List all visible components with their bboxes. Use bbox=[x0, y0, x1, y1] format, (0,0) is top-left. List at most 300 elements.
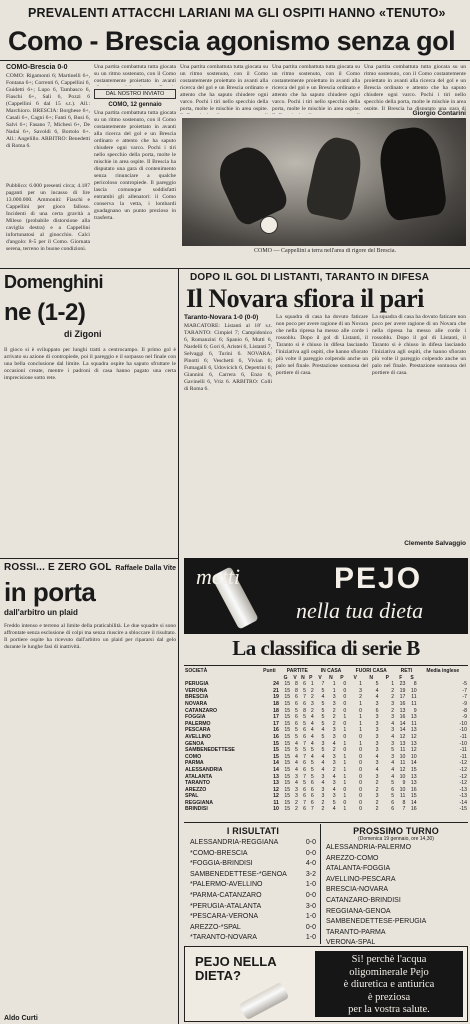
standings-cell: 0 bbox=[343, 720, 347, 727]
standings-cell: 15 bbox=[284, 760, 291, 767]
standings-cell: 2 bbox=[391, 687, 395, 694]
standings-cell: 3 bbox=[375, 714, 379, 721]
standings-cell: 1 bbox=[359, 727, 362, 734]
standings-cell: 2 bbox=[332, 714, 336, 721]
team-name: GENOA bbox=[185, 740, 205, 747]
standings-cell: 3 bbox=[321, 786, 325, 793]
standings-row bbox=[184, 714, 468, 721]
standings-cell: 5 bbox=[391, 780, 395, 787]
standings-cell: 13 bbox=[399, 740, 406, 747]
standings-cell: 5 bbox=[294, 707, 298, 714]
standings-cell: 15 bbox=[284, 799, 291, 806]
standings-cell: 6 bbox=[303, 700, 306, 707]
standings-cell: -7 bbox=[462, 687, 467, 694]
fixture-row: CATANZARO-BRINDISI bbox=[326, 896, 401, 904]
result-score: 4-0 bbox=[305, 860, 316, 868]
standings-cell: 2 bbox=[310, 707, 314, 714]
result-score: 3-2 bbox=[305, 870, 316, 878]
standings-cell: 2 bbox=[375, 780, 379, 787]
fixture-row: SAMBENEDETTESE-PERUGIA bbox=[326, 918, 427, 926]
ad-top-line2: nella tua dieta bbox=[296, 598, 424, 623]
standings-cell: 7 bbox=[303, 694, 306, 701]
result-row bbox=[190, 859, 316, 870]
sub-header: P bbox=[385, 674, 389, 681]
standings-cell: 2 bbox=[391, 707, 395, 714]
result-match: *PARMA-CATANZARO bbox=[190, 891, 262, 899]
standings-cell: 0 bbox=[359, 786, 362, 793]
standings-cell: 0 bbox=[343, 681, 347, 688]
standings-cell: 15 bbox=[284, 766, 291, 773]
standings-cell: 4 bbox=[310, 753, 314, 760]
standings-cell: 16 bbox=[399, 714, 406, 721]
standings-row bbox=[184, 760, 468, 767]
standings-cell: 5 bbox=[310, 773, 314, 780]
result-match: SAMBENEDETTESE-*GENOA bbox=[190, 870, 287, 878]
team-name: AREZZO bbox=[185, 786, 207, 793]
sub-header: F bbox=[399, 674, 403, 681]
standings-cell: 1 bbox=[343, 806, 347, 813]
standings-cell: 10 bbox=[399, 786, 406, 793]
fixture-row: AREZZO-COMO bbox=[326, 854, 379, 862]
standings-cell: 12 bbox=[273, 793, 279, 800]
result-score: 0-0 bbox=[305, 891, 316, 899]
main-headline: Como - Brescia agonismo senza gol bbox=[8, 26, 456, 56]
col-group-matches: PARTITE bbox=[286, 668, 308, 674]
standings-cell: 0 bbox=[359, 780, 362, 787]
standings-cell: 5 bbox=[310, 747, 314, 754]
team-name: PERUGIA bbox=[185, 681, 209, 688]
team-name: TARANTO bbox=[185, 780, 210, 787]
article-body-1: Una partita combattuta tutta giocata su un ritmo sostenuto, con il Como costantemente proiettato in avanti alla ricerca del gol e un Brescia ordinato e attento che ha saputo chiudere ogni varco. Pochi i tiri nello specchio della porta, molte le mischie in area ospite. Il Brescia ha disputato una gara di contenimento senza rinunciare a qualche pericoloso contropiede. Il pareggio lascia comunque soddisfatti entrambi gli allenatori: il Como conserva la vetta, i lombardi guadagnano un punto prezioso in trasferta. bbox=[94, 110, 176, 221]
standings-cell: 8 bbox=[303, 707, 306, 714]
standings-cell: 0 bbox=[343, 687, 347, 694]
standings-cell: -8 bbox=[462, 707, 467, 714]
standings-cell: -14 bbox=[459, 799, 467, 806]
standings-cell: 3 bbox=[391, 700, 395, 707]
standings-cell: 3 bbox=[294, 786, 298, 793]
standings-cell: 6 bbox=[391, 799, 395, 806]
standings-cell: 19 bbox=[273, 694, 279, 701]
standings-cell: 1 bbox=[359, 700, 362, 707]
standings-cell: 0 bbox=[359, 799, 362, 806]
standings-cell: 10 bbox=[410, 753, 417, 760]
standings-cell: 7 bbox=[321, 681, 325, 688]
novara-col1 bbox=[184, 314, 272, 552]
fixture-row: VERONA-SPAL bbox=[326, 939, 376, 947]
standings-cell: 21 bbox=[273, 687, 279, 694]
standings-cell: 6 bbox=[303, 793, 306, 800]
standings-cell: 2 bbox=[332, 747, 336, 754]
standings-row bbox=[184, 747, 468, 754]
team-name: COMO bbox=[185, 753, 202, 760]
standings-cell: 10 bbox=[399, 773, 406, 780]
lineup-text: COMO: Rigamonti 6; Martinelli 6+, Fontana 6+; Correnti 6, Cappellini 6, Guidetti 6+; Lupo 6, Tambasco 6, Fiaschi 6+, Sali 6, Pozzi 6 (Cappellini 6 dal 15 s.t.). All.: Marchioro. BRESCIA: Borghese 6+, Casali 6+, Cagni 6+; Fanti 6, Busi 6, Salvi 6+; Fasano 7, Michesi 6+, De Nadai 6+, Savoldi 6, Bortolo 6+. All.: Angelillo. ARBITRO: Benedetti di Roma 6. bbox=[6, 73, 90, 149]
como-brescia-lineups bbox=[6, 64, 90, 269]
standings-cell: 0 bbox=[343, 700, 347, 707]
standings-cell: 5 bbox=[321, 700, 325, 707]
standings-cell: 15 bbox=[284, 707, 291, 714]
standings-cell: 18 bbox=[273, 700, 279, 707]
standings-cell: 3 bbox=[332, 793, 336, 800]
standings-row bbox=[184, 681, 468, 688]
standings-title: La classifica di serie B bbox=[232, 636, 420, 660]
team-name: BRESCIA bbox=[185, 694, 209, 701]
result-row bbox=[190, 880, 316, 891]
fixture-row: TARANTO-PARMA bbox=[326, 928, 386, 936]
standings-cell: 5 bbox=[391, 793, 395, 800]
ad-bottom-right-line1: Si! perchè l'acqua bbox=[351, 954, 427, 965]
standings-cell: 5 bbox=[294, 747, 298, 754]
standings-cell: 1 bbox=[343, 780, 347, 787]
standings-cell: 17 bbox=[273, 714, 279, 721]
result-match: *PERUGIA-ATALANTA bbox=[190, 902, 262, 910]
standings-cell: 15 bbox=[284, 681, 291, 688]
standings-cell: -10 bbox=[459, 740, 467, 747]
story1-heading-b: ne (1-2) bbox=[4, 299, 86, 326]
standings-cell: 0 bbox=[359, 806, 362, 813]
standings-cell: 3 bbox=[359, 687, 362, 694]
standings-cell: 1 bbox=[332, 687, 336, 694]
novara-lineups: MARCATORE: Listanti al 18' s.t. TARANTO: Cimpiel 7; Campidonico 6, Romanzini 6; Spanio 6, Mutti 6, Nardelli 6; Gori 6, Aristei 6, Listanti 7, Selvaggi 6, Turini 6. NOVARA: Pinotti 6; Veschetti 6, Vivian 6; Fumagalli 6, Udovicich 6, Depetrini 6; Giannini 6, Carrera 6, Enzo 6, Gavinelli 6, Vriz 6. ARBITRO: Colli di Roma 6. bbox=[184, 323, 272, 392]
col-group-home: IN CASA bbox=[320, 668, 342, 674]
novara-col2 bbox=[276, 314, 368, 552]
story2-heading: in porta bbox=[4, 577, 96, 607]
standings-cell: 8 bbox=[294, 687, 298, 694]
col-group-goals: RETI bbox=[400, 668, 413, 674]
standings-cell: 17 bbox=[273, 720, 279, 727]
standings-cell: 4 bbox=[321, 760, 325, 767]
standings-cell: 5 bbox=[303, 714, 306, 721]
story1-sub: di Zigoni bbox=[64, 329, 102, 339]
standings-table bbox=[184, 668, 468, 813]
standings-cell: 18 bbox=[273, 707, 279, 714]
team-name: ALESSANDRIA bbox=[185, 766, 223, 773]
standings-cell: 5 bbox=[375, 681, 379, 688]
sub-header: N bbox=[369, 674, 374, 681]
standings-cell: 15 bbox=[284, 780, 291, 787]
standings-cell: 1 bbox=[343, 793, 347, 800]
next-round-subtitle: (Domenica 19 gennaio, ore 14,30) bbox=[358, 836, 434, 842]
standings-cell: 0 bbox=[359, 733, 362, 740]
standings-cell: 5 bbox=[310, 766, 314, 773]
standings-cell: 5 bbox=[321, 733, 325, 740]
standings-cell: -11 bbox=[459, 747, 467, 754]
standings-cell: 15 bbox=[284, 720, 291, 727]
standings-cell: 2 bbox=[375, 786, 379, 793]
standings-cell: 6 bbox=[310, 799, 314, 806]
standings-cell: -12 bbox=[459, 760, 467, 767]
standings-cell: 1 bbox=[332, 681, 336, 688]
team-name: PESCARA bbox=[185, 727, 211, 734]
standings-cell: 16 bbox=[273, 733, 279, 740]
standings-cell: -12 bbox=[459, 780, 467, 787]
standings-cell: 2 bbox=[375, 799, 379, 806]
col-group-media: Media inglese bbox=[426, 668, 460, 674]
standings-cell: 6 bbox=[303, 766, 306, 773]
standings-cell: 15 bbox=[410, 766, 417, 773]
standings-cell: 19 bbox=[399, 687, 406, 694]
ad-bottom-right-line4: è preziosa bbox=[367, 991, 411, 1003]
standings-cell: 6 bbox=[303, 806, 306, 813]
standings-cell: 4 bbox=[375, 766, 379, 773]
como-brescia-article-col1 bbox=[94, 64, 176, 269]
standings-cell: -9 bbox=[462, 700, 467, 707]
standings-cell: 15 bbox=[284, 700, 291, 707]
standings-cell: 11 bbox=[273, 799, 279, 806]
ad-bottom-right-line3: è diuretica e antiurica bbox=[343, 979, 435, 990]
team-name: ATALANTA bbox=[185, 773, 213, 780]
standings-cell: 4 bbox=[294, 740, 298, 747]
standings-cell: 0 bbox=[359, 766, 362, 773]
standings-cell: 4 bbox=[321, 766, 325, 773]
ad-top-line1: metti bbox=[196, 564, 240, 589]
novara-body-1: La squadra di casa ha dovuto faticare non poco per avere ragione di un Novara che nella ripresa ha messo alle corde i rossoblu. Dopo il gol di Listanti, il Taranto si è chiuso in difesa lasciando l'iniziativa agli ospiti, che hanno sfiorato più volte il pareggio colpendo anche un palo nel finale. Prestazione sontuosa del portiere di casa. bbox=[276, 314, 368, 376]
result-score: 1-0 bbox=[305, 934, 316, 942]
standings-cell: 14 bbox=[399, 720, 406, 727]
left-column-story2 bbox=[4, 562, 176, 1022]
standings-cell: 0 bbox=[359, 793, 362, 800]
standings-cell: 4 bbox=[310, 733, 314, 740]
standings-cell: 11 bbox=[399, 747, 406, 754]
result-score: 1-0 bbox=[305, 913, 316, 921]
standings-cell: 0 bbox=[343, 747, 347, 754]
standings-cell: 6 bbox=[294, 694, 298, 701]
standings-cell: 2 bbox=[332, 766, 336, 773]
standings-cell: 7 bbox=[303, 740, 306, 747]
standings-cell: 2 bbox=[310, 687, 314, 694]
standings-cell: 3 bbox=[294, 793, 298, 800]
standings-cell: 1 bbox=[343, 773, 347, 780]
next-round-title: PROSSIMO TURNO bbox=[353, 826, 439, 836]
result-score: 3-0 bbox=[305, 902, 316, 910]
standings-row bbox=[184, 741, 468, 748]
standings-cell: 17 bbox=[399, 694, 406, 701]
standings-cell: 5 bbox=[303, 780, 306, 787]
result-score: 1-0 bbox=[305, 881, 316, 889]
result-match: *PESCARA-VERONA bbox=[190, 913, 259, 921]
standings-cell: 3 bbox=[375, 740, 379, 747]
standings-cell: 15 bbox=[284, 740, 291, 747]
standings-cell: -10 bbox=[459, 727, 467, 734]
standings-cell: 3 bbox=[375, 747, 379, 754]
standings-cell: 6 bbox=[303, 727, 306, 734]
standings-cell: 1 bbox=[343, 714, 347, 721]
standings-cell: 6 bbox=[303, 760, 306, 767]
standings-cell: 4 bbox=[332, 740, 336, 747]
standings-cell: 13 bbox=[410, 727, 417, 734]
sub-header: V bbox=[318, 674, 322, 681]
standings-cell: 2 bbox=[294, 799, 298, 806]
standings-cell: 4 bbox=[310, 727, 314, 734]
standings-cell: 13 bbox=[410, 740, 417, 747]
como-brescia-article-col4 bbox=[364, 64, 466, 120]
team-name: AVELLINO bbox=[185, 733, 211, 740]
standings-cell: 12 bbox=[410, 747, 417, 754]
novara-score: Taranto-Novara 1-0 (0-0) bbox=[184, 314, 259, 321]
standings-cell: 3 bbox=[375, 733, 379, 740]
standings-cell: 3 bbox=[321, 773, 325, 780]
top-kicker: PREVALENTI ATTACCHI LARIANI MA GLI OSPITI HANNO «TENUTO» bbox=[28, 6, 446, 20]
standings-row bbox=[184, 708, 468, 715]
standings-cell: 15 bbox=[284, 733, 291, 740]
standings-cell: 10 bbox=[410, 687, 417, 694]
story1-heading-a: Domenghini bbox=[4, 272, 103, 292]
standings-cell: 4 bbox=[391, 720, 395, 727]
standings-cell: 6 bbox=[294, 720, 298, 727]
standings-cell: 13 bbox=[273, 773, 279, 780]
standings-cell: 3 bbox=[375, 793, 379, 800]
standings-cell: 3 bbox=[391, 753, 395, 760]
novara-col3 bbox=[372, 314, 466, 552]
dateline-box: DAL NOSTRO INVIATO bbox=[94, 89, 176, 99]
article-body-4: Una partita combattuta tutta giocata su un ritmo sostenuto, con il Como costantemente proiettato in avanti alla ricerca del gol e un Brescia ordinato e attento che ha saputo chiudere ogni varco. Pochi i tiri nello specchio della porta, molte le mischie in area ospite. Il Brescia ha disputato una gara di bbox=[364, 64, 466, 110]
standings-cell: 11 bbox=[399, 760, 406, 767]
story2-body: Freddo intenso e terreno al limite della praticabilità. Le due squadre si sono affrontate senza esclusione di colpi ma senza riuscire a sbloccare il risultato. Il portiere ospite ha ricevuto dall'arbitro un plaid per ripararsi dal gelo durante le lunghe fasi di inattività. bbox=[4, 623, 176, 650]
standings-cell: 6 bbox=[391, 806, 395, 813]
standings-cell: 7 bbox=[303, 799, 306, 806]
standings-cell: 2 bbox=[332, 720, 336, 727]
standings-cell: 8 bbox=[294, 681, 298, 688]
standings-cell: 5 bbox=[294, 727, 298, 734]
article-intro: Una partita combattuta tutta giocata su un ritmo sostenuto, con il Como costantemente proiettato in avanti bbox=[94, 64, 176, 84]
story2-kicker: ROSSI... E ZERO GOL bbox=[4, 562, 112, 573]
bottle-icon bbox=[239, 982, 290, 1020]
dateline-city: COMO, 12 gennaio bbox=[108, 102, 162, 108]
standings-cell: 3 bbox=[391, 727, 395, 734]
result-row bbox=[190, 923, 316, 934]
fixture-row: AVELLINO-PESCARA bbox=[326, 875, 396, 883]
como-brescia-article-col3 bbox=[272, 64, 360, 114]
team-name: PALERMO bbox=[185, 720, 211, 727]
standings-cell: 2 bbox=[332, 707, 336, 714]
standings-cell: 16 bbox=[410, 806, 417, 813]
standings-cell: 1 bbox=[310, 681, 314, 688]
standings-cell: 13 bbox=[273, 780, 279, 787]
standings-cell: 4 bbox=[294, 780, 298, 787]
standings-row bbox=[184, 774, 468, 781]
standings-cell: 15 bbox=[284, 806, 291, 813]
standings-cell: -11 bbox=[459, 753, 467, 760]
result-match: *COMO-BRESCIA bbox=[190, 849, 248, 857]
standings-cell: 4 bbox=[294, 766, 298, 773]
standings-cell: 1 bbox=[359, 681, 362, 688]
standings-cell: 6 bbox=[303, 681, 306, 688]
standings-cell: 16 bbox=[273, 727, 279, 734]
standings-cell: -7 bbox=[462, 694, 467, 701]
standings-cell: 12 bbox=[399, 733, 406, 740]
article-body-3: Una partita combattuta tutta giocata su un ritmo sostenuto, con il Como costantemente proiettato in avanti alla ricerca del gol e un Brescia ordinato e attento che ha saputo chiudere ogni varco. Pochi i tiri nello specchio della porta, molte le mischie in area ospite. bbox=[272, 64, 360, 112]
standings-cell: 4 bbox=[321, 694, 325, 701]
sub-header: N bbox=[301, 674, 305, 681]
standings-cell: 3 bbox=[375, 773, 379, 780]
standings-cell: 24 bbox=[273, 681, 279, 688]
story1-byline: Raffaele Dalla Vite bbox=[115, 565, 176, 572]
standings-cell: 7 bbox=[303, 773, 306, 780]
standings-cell: 5 bbox=[321, 720, 325, 727]
standings-cell: 3 bbox=[375, 720, 379, 727]
novara-kicker: DOPO IL GOL DI LISTANTI, TARANTO IN DIFESA bbox=[190, 272, 430, 283]
standings-cell: 13 bbox=[399, 707, 406, 714]
standings-row bbox=[184, 734, 468, 741]
sub-header: S bbox=[410, 674, 414, 681]
standings-cell: 15 bbox=[284, 727, 291, 734]
standings-cell: -12 bbox=[459, 773, 467, 780]
team-name: NOVARA bbox=[185, 700, 208, 707]
col-team-header: SOCIETÀ bbox=[185, 668, 208, 674]
standings-row bbox=[184, 787, 468, 794]
standings-cell: 0 bbox=[343, 786, 347, 793]
standings-cell: 6 bbox=[310, 786, 314, 793]
standings-cell: 15 bbox=[284, 793, 291, 800]
result-row bbox=[190, 849, 316, 860]
standings-cell: 11 bbox=[411, 720, 417, 727]
standings-cell: 4 bbox=[310, 740, 314, 747]
standings-cell: -5 bbox=[462, 681, 467, 688]
standings-cell: 8 bbox=[402, 799, 406, 806]
standings-cell: 10 bbox=[399, 753, 406, 760]
story2-byline: Aldo Curti bbox=[4, 1015, 38, 1022]
standings-cell: 5 bbox=[294, 733, 298, 740]
team-name: BRINDISI bbox=[185, 806, 208, 813]
standings-cell: -11 bbox=[459, 733, 467, 740]
standings-cell: 14 bbox=[410, 799, 417, 806]
standings-cell: 3 bbox=[332, 780, 336, 787]
standings-cell: 14 bbox=[273, 760, 279, 767]
standings-cell: 15 bbox=[273, 740, 279, 747]
standings-cell: 2 bbox=[321, 799, 325, 806]
standings-cell: 4 bbox=[375, 694, 379, 701]
standings-cell: 3 bbox=[375, 760, 379, 767]
standings-cell: 3 bbox=[375, 700, 379, 707]
novara-byline: Clemente Salvaggio bbox=[404, 540, 466, 547]
standings-cell: 1 bbox=[359, 720, 362, 727]
standings-cell: 4 bbox=[332, 786, 336, 793]
standings-cell: -15 bbox=[459, 806, 467, 813]
standings-row bbox=[184, 701, 468, 708]
team-name: PARMA bbox=[185, 760, 204, 767]
standings-cell: 11 bbox=[411, 700, 417, 707]
standings-row bbox=[184, 688, 468, 695]
team-name: REGGIANA bbox=[185, 799, 213, 806]
standings-cell: -12 bbox=[459, 766, 467, 773]
sub-header: P bbox=[309, 674, 313, 681]
standings-cell: 3 bbox=[321, 740, 325, 747]
standings-cell: 1 bbox=[343, 753, 347, 760]
standings-cell: 3 bbox=[332, 760, 336, 767]
next-round-panel bbox=[326, 826, 466, 949]
standings-cell: 6 bbox=[294, 714, 298, 721]
pejo-ad-bottom bbox=[184, 946, 468, 1022]
standings-cell: 8 bbox=[413, 681, 417, 688]
standings-cell: 15 bbox=[410, 793, 417, 800]
standings-row bbox=[184, 694, 468, 701]
standings-cell: 2 bbox=[375, 806, 379, 813]
standings-cell: 5 bbox=[321, 714, 325, 721]
result-match: AREZZO-*SPAL bbox=[190, 923, 241, 931]
ad-bottom-left-line1: PEJO NELLA bbox=[195, 954, 277, 969]
standings-cell: 15 bbox=[284, 694, 291, 701]
standings-cell: 15 bbox=[284, 714, 291, 721]
standings-cell: 0 bbox=[343, 799, 347, 806]
standings-cell: 3 bbox=[375, 727, 379, 734]
standings-cell: 4 bbox=[391, 760, 395, 767]
result-row bbox=[190, 912, 316, 923]
standings-cell: 12 bbox=[399, 766, 406, 773]
standings-cell: 3 bbox=[391, 714, 395, 721]
standings-cell: 5 bbox=[332, 799, 336, 806]
standings-cell: 1 bbox=[343, 727, 347, 734]
standings-cell: 4 bbox=[310, 720, 314, 727]
